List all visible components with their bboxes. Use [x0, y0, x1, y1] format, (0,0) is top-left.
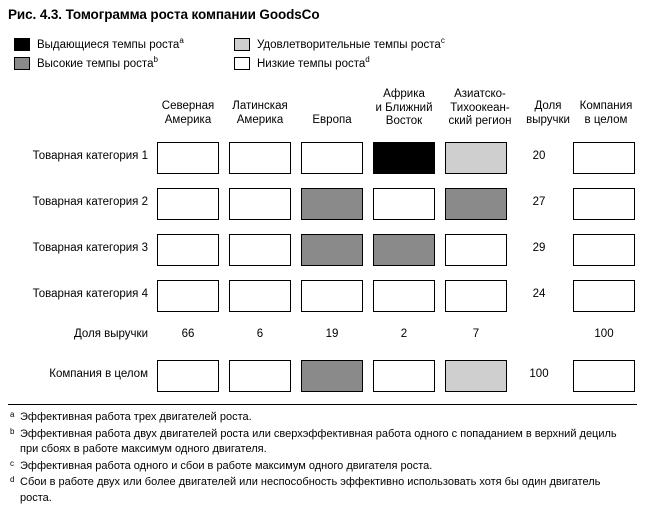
column-header-africa-middle-east: Африка и Ближний Восток — [375, 88, 433, 127]
row-revenue-share-3: 29 — [532, 242, 546, 254]
legend-label-satisfactory: Удовлетворительные темпы роста$^c$ — [257, 35, 445, 51]
column-header-europe: Европа — [312, 114, 352, 126]
row-revenue-share-1: 20 — [532, 150, 546, 162]
matrix-row-company-total — [0, 354, 645, 400]
cell-r2-c1[interactable] — [157, 188, 219, 220]
column-revenue-share-total: 100 — [594, 328, 614, 340]
cell-total-c4[interactable] — [373, 360, 435, 392]
cell-r4-c2[interactable] — [229, 280, 291, 312]
matrix-row-revenue-share — [0, 320, 645, 354]
legend-swatch-black — [14, 38, 30, 51]
cell-r4-c4[interactable] — [373, 280, 435, 312]
cell-r2-company-total[interactable] — [573, 188, 635, 220]
legend-sup-b: b — [153, 54, 158, 64]
cell-r4-c5[interactable] — [445, 280, 507, 312]
footnote-marker-b: b — [10, 426, 15, 436]
row-label-product-category-4: Товарная категория 4 — [32, 288, 148, 300]
cell-r1-c2[interactable] — [229, 142, 291, 174]
row-label-product-category-1: Товарная категория 1 — [32, 150, 148, 162]
legend-item-satisfactory — [234, 35, 445, 51]
cell-r3-c2[interactable] — [229, 234, 291, 266]
cell-r3-c3[interactable] — [301, 234, 363, 266]
column-header-latin-america: Латинская Америка — [232, 100, 288, 126]
footnote-text-d: Сбои в работе двух или более двигателей или неспособность эффективно использовать хотя бы один двигатель роста. — [20, 476, 601, 504]
footnote-text-c: Эффективная работа одного и сбои в работе максимум одного двигателя роста. — [20, 459, 433, 472]
row-label-product-category-3: Товарная категория 3 — [32, 242, 148, 254]
cell-total-c2[interactable] — [229, 360, 291, 392]
footnote-b — [10, 427, 635, 458]
legend-row — [14, 35, 574, 55]
cell-total-c3[interactable] — [301, 360, 363, 392]
footnote-marker-a: a — [10, 410, 15, 419]
column-header-company-total: Компания в целом — [579, 100, 633, 126]
company-total-value: 100 — [529, 368, 549, 380]
footnote-text-a: Эффективная работа трех двигателей роста. — [20, 411, 252, 423]
column-revenue-share-4: 2 — [400, 328, 408, 340]
row-label-company-total: Компания в целом — [49, 368, 148, 380]
cell-r4-c1[interactable] — [157, 280, 219, 312]
footnote-a — [10, 410, 635, 426]
legend-label-low: Низкие темпы роста$^d$ — [257, 54, 370, 70]
footnote-marker-c: c — [10, 458, 14, 468]
matrix-row — [0, 274, 645, 320]
matrix-row — [0, 228, 645, 274]
legend — [14, 35, 574, 76]
footnote-c — [10, 459, 635, 475]
legend-row — [14, 54, 574, 74]
cell-r1-c4[interactable] — [373, 142, 435, 174]
matrix-row — [0, 136, 645, 182]
cell-r3-c1[interactable] — [157, 234, 219, 266]
cell-r1-company-total[interactable] — [573, 142, 635, 174]
legend-sup-d: d — [365, 54, 370, 64]
cell-r1-c5[interactable] — [445, 142, 507, 174]
column-header-revenue-share: Доля выручки — [526, 100, 570, 126]
legend-swatch-dark — [14, 57, 30, 70]
cell-r3-company-total[interactable] — [573, 234, 635, 266]
footnote-text-b: Эффективная работа двух двигателей роста или сверхэффективная работа одного с попаданием в верхний дециль при сбоях в работе максимум одного двигателя. — [20, 427, 617, 455]
cell-r4-c3[interactable] — [301, 280, 363, 312]
legend-item-outstanding — [14, 35, 234, 51]
column-revenue-share-2: 6 — [256, 328, 264, 340]
cell-r2-c5[interactable] — [445, 188, 507, 220]
footnote-divider — [8, 404, 637, 405]
column-header-north-america: Северная Америка — [161, 100, 215, 126]
footnote-marker-d: d — [10, 475, 15, 484]
row-revenue-share-2: 27 — [532, 196, 546, 208]
cell-r1-c3[interactable] — [301, 142, 363, 174]
matrix-row — [0, 182, 645, 228]
cell-r3-c5[interactable] — [445, 234, 507, 266]
legend-label-high: Высокие темпы роста$^b$ — [37, 54, 158, 70]
cell-r2-c4[interactable] — [373, 188, 435, 220]
legend-label-outstanding: Выдающиеся темпы роста$^a$ — [37, 35, 184, 51]
row-revenue-share-4: 24 — [532, 288, 546, 300]
cell-total-c1[interactable] — [157, 360, 219, 392]
legend-item-low — [234, 54, 370, 70]
column-revenue-share-1: 66 — [181, 328, 195, 340]
growth-matrix — [0, 88, 645, 400]
cell-r2-c3[interactable] — [301, 188, 363, 220]
cell-r3-c4[interactable] — [373, 234, 435, 266]
cell-r2-c2[interactable] — [229, 188, 291, 220]
figure-title: Рис. 4.3. Томограмма роста компании GoodsCo — [8, 7, 320, 22]
legend-swatch-light — [234, 38, 250, 51]
column-revenue-share-5: 7 — [472, 328, 480, 340]
legend-sup-c: c — [440, 35, 445, 45]
row-label-product-category-2: Товарная категория 2 — [32, 196, 148, 208]
footnote-d — [10, 475, 635, 506]
legend-sup-a: a — [179, 35, 184, 45]
cell-total-c5[interactable] — [445, 360, 507, 392]
column-header-asia-pacific: Азиатско- Тихоокеан- ский регион — [448, 88, 512, 127]
cell-r1-c1[interactable] — [157, 142, 219, 174]
cell-total-company-total[interactable] — [573, 360, 635, 392]
matrix-column-headers — [0, 88, 645, 136]
legend-item-high — [14, 54, 234, 70]
column-revenue-share-3: 19 — [325, 328, 339, 340]
cell-r4-company-total[interactable] — [573, 280, 635, 312]
row-label-revenue-share: Доля выручки — [73, 328, 148, 340]
footnotes — [10, 410, 635, 507]
legend-swatch-white — [234, 57, 250, 70]
